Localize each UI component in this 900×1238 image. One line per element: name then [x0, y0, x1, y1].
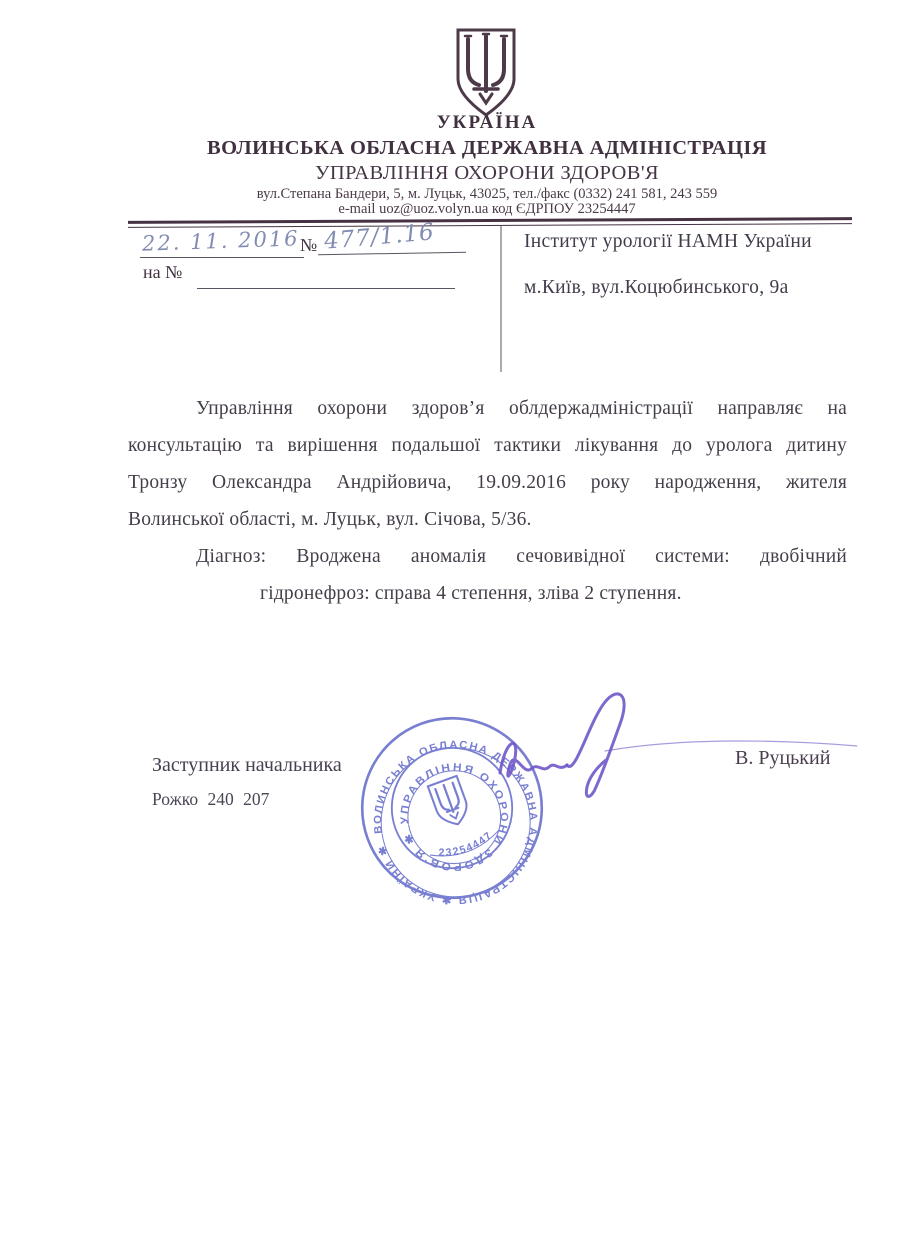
body-paragraph-1: [128, 390, 847, 538]
body-line: Діагноз: Вроджена аномалія сечовивідної системи: двобічний: [196, 546, 847, 567]
body-line: гідронефроз: справа 4 степення, зліва 2 ступення.: [260, 583, 682, 604]
body-line: Управління охорони здоров’я облдержадміністрації направляє на: [196, 398, 847, 419]
executor-reference: Рожко 240 207: [152, 789, 270, 809]
reply-to-label: на №: [143, 262, 183, 282]
ukraine-trident-emblem: [452, 27, 520, 119]
organization-name: ВОЛИНСЬКА ОБЛАСНА ДЕРЖАВНА АДМІНІСТРАЦІЯ: [207, 137, 767, 159]
signer-name: В. Руцький: [735, 747, 831, 769]
number-sign-label: №: [300, 235, 318, 255]
signer-position-title: Заступник начальника: [152, 754, 342, 776]
body-line: консультацію та вирішення подальшої тактики лікування до уролога дитину: [128, 435, 847, 456]
stamp-edrpou-code: 23254447: [438, 829, 496, 859]
letterhead-divider-rule: [128, 217, 852, 228]
country-name: УКРАЇНА: [436, 112, 538, 133]
handwritten-date: 22. 11. 2016: [141, 226, 300, 256]
recipient-line-1: Інститут урології НАМН України: [524, 231, 812, 252]
handwritten-outgoing-number: 477/1.16: [323, 219, 436, 255]
recipient-line-2: м.Київ, вул.Коцюбинського, 9а: [524, 277, 789, 298]
address-line: вул.Степана Бандери, 5, м. Луцьк, 43025, тел./факс (0332) 241 581, 243 559: [256, 186, 718, 202]
contact-line: e-mail uoz@uoz.volyn.ua код ЄДРПОУ 23254447: [338, 201, 636, 217]
date-underline: [140, 257, 304, 258]
reply-to-underline: [197, 288, 455, 289]
body-line: Волинської області, м. Луцьк, вул. Січова, 5/36.: [128, 509, 532, 530]
department-name: УПРАВЛІННЯ ОХОРОНИ ЗДОРОВ'Я: [315, 162, 659, 184]
reference-vertical-divider: [500, 226, 502, 372]
body-paragraph-2: [128, 538, 847, 612]
handwritten-signature: [455, 688, 865, 818]
body-line: Тронзу Олександра Андрійовича, 19.09.2016 року народження, жителя: [128, 472, 847, 493]
stamp-inner-text: УПРАВЛІННЯ ОХОРОНИ ЗДОРОВ'Я ✱: [398, 761, 510, 873]
stamp-outer-text: ВОЛИНСЬКА ОБЛАСНА ДЕРЖАВНА АДМІНІСТРАЦІЯ ✱ УКРАЇНИ ✱: [372, 738, 540, 907]
